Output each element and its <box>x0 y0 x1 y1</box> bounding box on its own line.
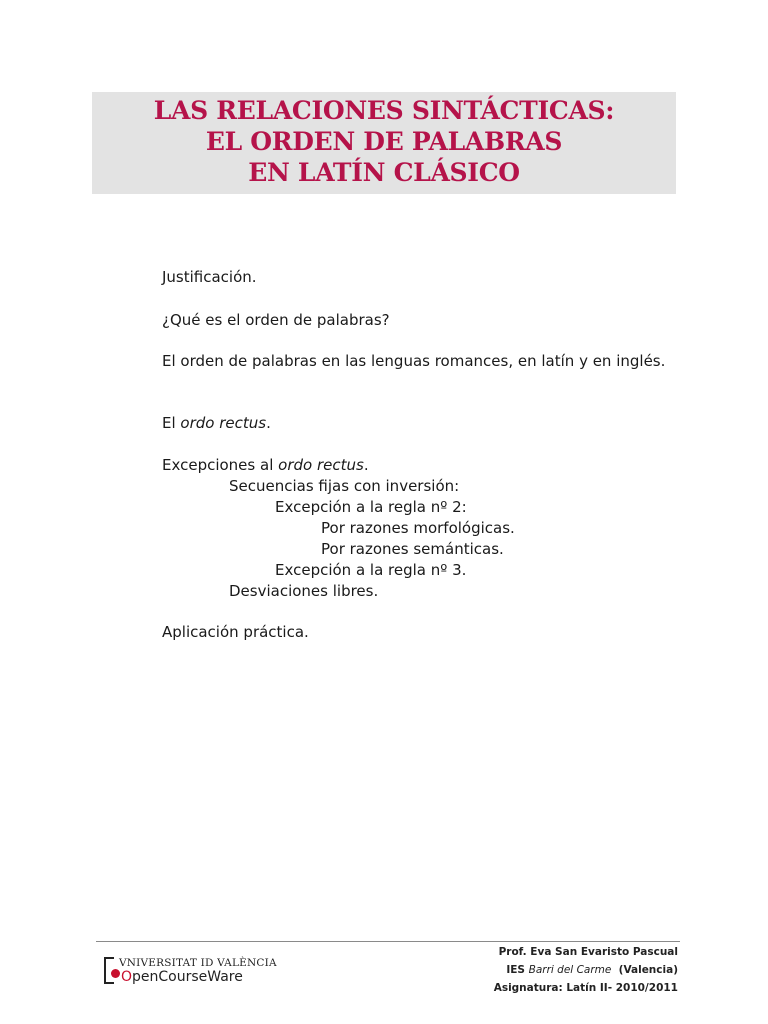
footer-school <box>378 961 678 979</box>
ordo-prefix: El <box>162 414 181 432</box>
logo-ocw-wordmark <box>121 969 243 985</box>
footer-credits <box>378 943 678 997</box>
excepciones-suffix: . <box>363 456 369 474</box>
outline-excepcion-3: Excepción a la regla nº 3. <box>275 561 467 579</box>
footer-author: Prof. Eva San Evaristo Pascual <box>498 946 678 958</box>
outline-excepciones <box>162 455 369 476</box>
logo-ocw-o: O <box>121 969 133 985</box>
outline-ordo-rectus <box>162 413 271 434</box>
ordo-suffix: . <box>266 414 271 432</box>
school-italic: Barri del Carme <box>528 964 612 976</box>
logo-university-name: VNIVERSITAT ID VALÈNCIA <box>119 957 277 969</box>
excepciones-italic: ordo rectus <box>278 456 364 474</box>
outline-excepcion-2: Excepción a la regla nº 2: <box>275 498 467 516</box>
title-box <box>92 92 676 194</box>
title-line-1: LAS RELACIONES SINTÁCTICAS: <box>153 96 615 125</box>
outline-morfologicas: Por razones morfológicas. <box>321 519 515 537</box>
logo-ocw-rest: penCourseWare <box>132 969 243 985</box>
outline-secuencias: Secuencias fijas con inversión: <box>229 477 460 495</box>
outline-desviaciones: Desviaciones libres. <box>229 582 379 600</box>
school-suffix: (Valencia) <box>611 964 678 976</box>
footer-subject: Asignatura: Latín II- 2010/2011 <box>493 982 678 994</box>
outline-justificacion: Justificación. <box>162 268 257 286</box>
footer-divider <box>96 941 680 942</box>
outline-aplicacion: Aplicación práctica. <box>162 623 309 641</box>
outline-semanticas: Por razones semánticas. <box>321 540 504 558</box>
outline-lenguas: El orden de palabras en las lenguas romances, en latín y en inglés. <box>162 352 666 370</box>
outline-que-es: ¿Qué es el orden de palabras? <box>162 311 390 329</box>
excepciones-prefix: Excepciones al <box>162 456 279 474</box>
logo-dot-icon <box>111 969 120 978</box>
title-line-2: EL ORDEN DE PALABRAS <box>205 127 563 156</box>
ordo-italic: ordo rectus <box>180 414 267 432</box>
school-prefix: IES <box>506 964 529 976</box>
opencourseware-logo <box>104 957 284 987</box>
title-line-3: EN LATÍN CLÁSICO <box>248 158 520 187</box>
